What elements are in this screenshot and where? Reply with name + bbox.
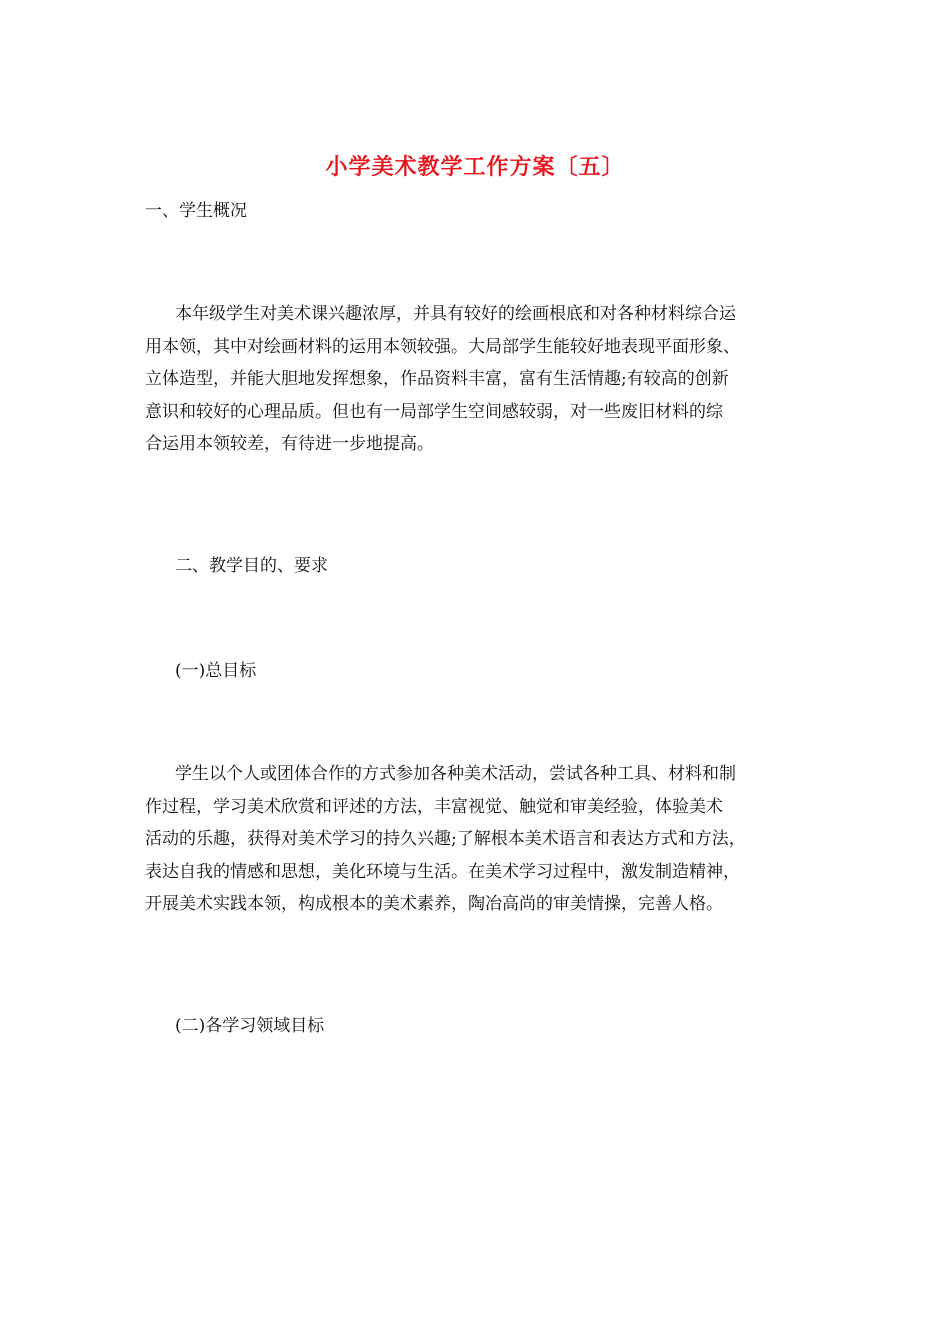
- paragraph-line: 合运用本领较差，有待进一步地提高。: [145, 434, 434, 454]
- paragraph-line: 学生以个人或团体合作的方式参加各种美术活动，尝试各种工具、材料和制: [175, 764, 736, 784]
- paragraph-line: 本年级学生对美术课兴趣浓厚，并具有较好的绘画根底和对各种材料综合运: [175, 304, 736, 324]
- paragraph-line: 开展美术实践本领，构成根本的美术素养，陶冶高尚的审美情操，完善人格。: [145, 894, 723, 914]
- paragraph-line: 意识和较好的心理品质。但也有一局部学生空间感较弱，对一些废旧材料的综: [145, 401, 723, 422]
- paragraph-line: 立体造型，并能大胆地发挥想象，作品资料丰富，富有生活情趣;有较高的创新: [145, 369, 729, 389]
- paragraph-student-overview: [145, 298, 825, 461]
- paragraph-overall-goal: [145, 758, 825, 921]
- subsection-heading-overall-goal: (一)总目标: [175, 661, 257, 681]
- document-title: 小学美术教学工作方案〔五〕: [325, 154, 625, 180]
- paragraph-line: 表达自我的情感和思想，美化环境与生活。在美术学习过程中，激发制造精神，: [145, 861, 740, 882]
- paragraph-line: 活动的乐趣，获得对美术学习的持久兴趣;了解根本美术语言和表达方式和方法，: [145, 829, 746, 849]
- subsection-heading-domain-goals: (二)各学习领域目标: [175, 1016, 325, 1036]
- paragraph-line: 用本领，其中对绘画材料的运用本领较强。大局部学生能较好地表现平面形象、: [145, 336, 740, 357]
- paragraph-line: 作过程，学习美术欣赏和评述的方法，丰富视觉、触觉和审美经验，体验美术: [145, 796, 723, 817]
- section-heading-student-overview: 一、学生概况: [145, 201, 247, 221]
- section-heading-teaching-goals: 二、教学目的、要求: [175, 556, 328, 576]
